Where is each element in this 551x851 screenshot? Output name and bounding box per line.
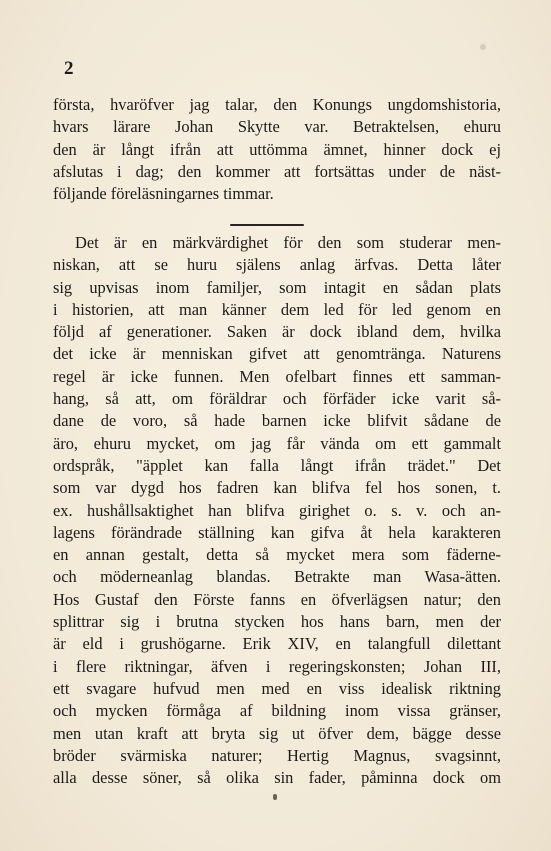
signature-mark <box>273 794 277 800</box>
text-line: och möderneanlag blandas. Betrakte man Wasa-ätten. <box>53 567 501 587</box>
text-line: sig upvisas inom familjer, som intagit en sådan plats <box>53 277 501 297</box>
text-line: men utan kraft att bryta sig ut öfver dem, bägge desse <box>53 723 501 743</box>
text-line: en annan gestalt, detta så mycket mera som fäderne- <box>53 545 501 565</box>
text-line: alla desse söner, så olika sin fader, påminna dock om <box>53 768 501 788</box>
paper-stain <box>480 44 486 50</box>
page-number: 2 <box>64 58 74 79</box>
text-line: hvars lärare Johan Skytte var. Betraktelsen, ehuru <box>53 117 501 137</box>
text-line: dane de voro, så hade barnen icke blifvit sådane de <box>53 411 501 431</box>
text-line: är eld i grushögarne. Erik XIV, en talangfull dilettant <box>53 634 501 654</box>
text-line: ordspråk, "äpplet kan falla långt ifrån trädet." Det <box>53 455 501 475</box>
text-line: följd af generationer. Saken är dock ibland dem, hvilka <box>53 322 501 342</box>
text-line: det icke är menniskan gifvet att genomtränga. Naturens <box>53 344 501 364</box>
text-line: Det är en märkvärdighet för den som studerar men- <box>75 233 501 252</box>
paragraph-2 <box>53 232 501 789</box>
text-line: regel är icke funnen. Men ofelbart finnes ett samman- <box>53 366 501 386</box>
text-line: i historien, att man känner dem led för led genom en <box>53 299 501 319</box>
text-line: ex. hushållsaktighet han blifva girighet o. s. v. och an- <box>53 500 501 520</box>
text-line: niskan, att se huru själens anlag ärfvas. Detta låter <box>53 255 501 275</box>
text-line: äro, ehuru mycket, om jag får vända om ett gammalt <box>53 433 501 453</box>
text-line: och mycken förmåga af bildning inom vissa gränser, <box>53 701 501 721</box>
text-line: den är långt ifrån att uttömma ämnet, hinner dock ej <box>53 139 501 159</box>
text-line: bröder svärmiska naturer; Hertig Magnus, svagsinnt, <box>53 745 501 765</box>
text-line: lagens förändrade ställning kan gifva åt hela karakteren <box>53 522 501 542</box>
text-line: afslutas i dag; den kommer att fortsättas under de näst- <box>53 161 501 181</box>
text-line: följande föreläsningarnes timmar. <box>53 184 274 204</box>
text-line: i flere riktningar, äfven i regeringskonsten; Johan III, <box>53 656 501 676</box>
text-line: Hos Gustaf den Förste fanns en öfverlägsen natur; den <box>53 589 501 609</box>
text-line: första, hvaröfver jag talar, den Konungs ungdomshistoria, <box>53 95 501 114</box>
text-line: som var dygd hos fadren kan blifva fel hos sonen, t. <box>53 478 501 498</box>
text-line: ett svagare hufvud men med en viss idealisk riktning <box>53 678 501 698</box>
text-line: hang, så att, om föräldrar och förfäder icke varit så- <box>53 389 501 409</box>
text-line: splittrar sig i brutna stycken hos hans barn, men der <box>53 612 501 632</box>
paragraph-1 <box>53 94 501 205</box>
section-divider <box>230 224 304 226</box>
